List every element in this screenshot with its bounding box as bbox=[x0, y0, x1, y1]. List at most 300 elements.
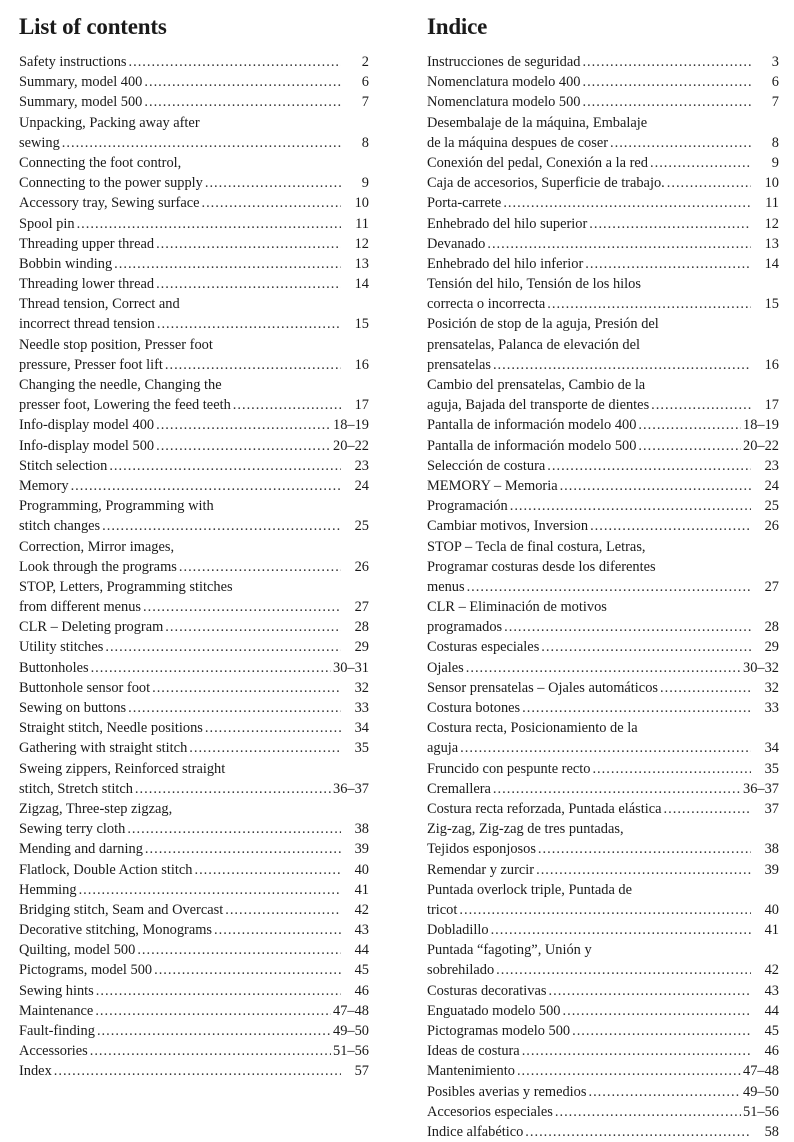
dot-leader bbox=[560, 476, 751, 496]
entry-title: aguja bbox=[427, 740, 459, 757]
entry-row bbox=[427, 658, 779, 678]
entry-row bbox=[19, 274, 369, 294]
page-number: 33 bbox=[354, 700, 369, 716]
page-number: 20–22 bbox=[743, 437, 779, 454]
dot-leader bbox=[549, 981, 752, 1001]
page-number: 34 bbox=[764, 740, 779, 757]
entry-title: Safety instructions bbox=[19, 54, 127, 70]
toc-entry bbox=[19, 880, 369, 900]
toc-entry bbox=[19, 274, 369, 294]
english-contents-column bbox=[19, 12, 369, 1082]
dot-leader bbox=[233, 395, 341, 415]
toc-entry bbox=[427, 375, 779, 415]
entry-title: Summary, model 500 bbox=[19, 94, 143, 111]
toc-entry bbox=[19, 92, 369, 112]
page-number: 45 bbox=[764, 1023, 779, 1039]
toc-entry bbox=[427, 193, 779, 213]
dot-leader bbox=[96, 981, 341, 1001]
entry-title: Quilting, model 500 bbox=[19, 942, 136, 959]
entry-title: Spool pin bbox=[19, 215, 75, 232]
toc-entry bbox=[427, 1001, 779, 1021]
entry-title: de la máquina despues de coser bbox=[427, 134, 609, 151]
page-number: 39 bbox=[764, 861, 779, 878]
page-number: 33 bbox=[764, 700, 779, 716]
entry-title-line: Costura recta, Posicionamiento de la bbox=[427, 720, 638, 737]
dot-leader bbox=[460, 738, 751, 758]
page-number: 42 bbox=[764, 962, 779, 979]
entry-title-line: STOP, Letters, Programming stitches bbox=[19, 578, 233, 595]
page-number: 24 bbox=[764, 477, 779, 494]
entry-title: Look through the programs bbox=[19, 558, 177, 575]
entry-title: Costura botones bbox=[427, 700, 521, 716]
page-number: 47–48 bbox=[743, 1063, 779, 1080]
entry-title: Cremallera bbox=[427, 780, 491, 797]
page-number: 58 bbox=[764, 1123, 779, 1140]
page-number: 37 bbox=[764, 800, 779, 817]
page-number: 51–56 bbox=[743, 1103, 779, 1120]
toc-entry bbox=[19, 759, 369, 799]
dot-leader bbox=[588, 1082, 741, 1102]
entry-row bbox=[19, 1001, 369, 1021]
page-number: 7 bbox=[361, 94, 369, 111]
dot-leader bbox=[493, 355, 751, 375]
toc-entry bbox=[19, 799, 369, 839]
entry-row bbox=[19, 920, 369, 940]
entry-title: Bridging stitch, Seam and Overcast bbox=[19, 901, 224, 918]
toc-entry bbox=[427, 759, 779, 779]
entry-row bbox=[19, 314, 369, 334]
entry-title: Instrucciones de seguridad bbox=[427, 54, 581, 70]
toc-entry bbox=[427, 113, 779, 153]
dot-leader bbox=[194, 860, 341, 880]
dot-leader bbox=[536, 860, 751, 880]
entry-title-line: Programar costuras desde los diferentes bbox=[427, 558, 656, 575]
entry-title-line: Correction, Mirror images, bbox=[19, 538, 175, 555]
toc-entry bbox=[427, 981, 779, 1001]
page-number: 51–56 bbox=[333, 1043, 369, 1060]
dot-leader bbox=[522, 698, 751, 718]
spanish-entry-list bbox=[427, 52, 779, 1142]
dot-leader bbox=[152, 678, 341, 698]
entry-row bbox=[19, 658, 369, 678]
toc-entry bbox=[19, 537, 369, 577]
page-number: 16 bbox=[764, 356, 779, 373]
toc-entry bbox=[19, 294, 369, 334]
entry-row bbox=[427, 294, 779, 314]
entry-row bbox=[19, 1041, 369, 1061]
entry-row bbox=[427, 193, 779, 213]
entry-title: Tejidos esponjosos bbox=[427, 841, 536, 858]
entry-title-line: Tensión del hilo, Tensión de los hilos bbox=[427, 276, 641, 293]
entry-row bbox=[427, 617, 779, 637]
page-number: 28 bbox=[764, 619, 779, 636]
entry-row bbox=[427, 779, 779, 799]
entry-row bbox=[427, 234, 779, 254]
toc-entry bbox=[427, 637, 779, 657]
page-number: 44 bbox=[354, 942, 369, 959]
toc-entry bbox=[19, 738, 369, 758]
entry-row bbox=[427, 1102, 779, 1122]
entry-row bbox=[19, 436, 369, 456]
entry-title: Nomenclatura modelo 400 bbox=[427, 74, 581, 91]
entry-title: programados bbox=[427, 619, 503, 636]
page-number: 29 bbox=[354, 639, 369, 656]
toc-entry bbox=[19, 72, 369, 92]
entry-row bbox=[427, 436, 779, 456]
dot-leader bbox=[582, 52, 751, 72]
toc-entry bbox=[19, 52, 369, 72]
entry-title-line: CLR – Eliminación de motivos bbox=[427, 599, 607, 616]
entry-title: Enguatado modelo 500 bbox=[427, 1002, 561, 1019]
entry-row bbox=[427, 577, 779, 597]
dot-leader bbox=[541, 637, 751, 657]
entry-title: sobrehilado bbox=[427, 962, 495, 979]
dot-leader bbox=[156, 274, 341, 294]
dot-leader bbox=[91, 658, 331, 678]
entry-title: stitch changes bbox=[19, 518, 101, 535]
entry-row bbox=[19, 698, 369, 718]
toc-entry bbox=[19, 860, 369, 880]
entry-title: Buttonhole sensor foot bbox=[19, 679, 151, 696]
page-number: 42 bbox=[354, 901, 369, 918]
dot-leader bbox=[154, 960, 341, 980]
entry-title: sewing bbox=[19, 134, 60, 151]
page-number: 7 bbox=[771, 94, 779, 111]
entry-title: Summary, model 400 bbox=[19, 74, 143, 91]
dot-leader bbox=[585, 254, 751, 274]
dot-leader bbox=[114, 254, 341, 274]
dot-leader bbox=[650, 153, 751, 173]
dot-leader bbox=[660, 678, 751, 698]
page-number: 10 bbox=[764, 175, 779, 192]
toc-entry bbox=[19, 375, 369, 415]
toc-entry bbox=[427, 234, 779, 254]
entry-row bbox=[427, 1001, 779, 1021]
page-number: 49–50 bbox=[743, 1083, 779, 1100]
entry-title: Sewing hints bbox=[19, 982, 94, 999]
entry-title: Fault-finding bbox=[19, 1023, 95, 1039]
entry-row bbox=[19, 597, 369, 617]
spanish-heading: Indice bbox=[427, 14, 488, 39]
page-number: 25 bbox=[764, 498, 779, 515]
entry-row bbox=[427, 456, 779, 476]
entry-row bbox=[19, 860, 369, 880]
entry-title: prensatelas bbox=[427, 356, 491, 373]
page-number: 41 bbox=[764, 922, 779, 939]
dot-leader bbox=[572, 1021, 751, 1041]
dot-leader bbox=[525, 1122, 751, 1142]
entry-row bbox=[19, 900, 369, 920]
dot-leader bbox=[496, 960, 751, 980]
dot-leader bbox=[156, 436, 331, 456]
dot-leader bbox=[90, 1041, 331, 1061]
page-number: 2 bbox=[361, 54, 369, 70]
entry-title: Devanado bbox=[427, 235, 486, 252]
toc-entry bbox=[427, 52, 779, 72]
entry-row bbox=[427, 960, 779, 980]
entry-title: Sewing terry cloth bbox=[19, 821, 126, 838]
entry-title-line: Needle stop position, Presser foot bbox=[19, 336, 213, 353]
entry-title: Ideas de costura bbox=[427, 1043, 520, 1060]
entry-title: Memory bbox=[19, 477, 69, 494]
toc-entry bbox=[427, 1041, 779, 1061]
entry-row bbox=[19, 355, 369, 375]
entry-title: Cambiar motivos, Inversion bbox=[427, 518, 589, 535]
entry-row bbox=[427, 900, 779, 920]
entry-title: Indice alfabético bbox=[427, 1123, 524, 1140]
entry-title: Flatlock, Double Action stitch bbox=[19, 861, 193, 878]
page-number: 8 bbox=[771, 134, 779, 151]
toc-entry bbox=[19, 254, 369, 274]
dot-leader bbox=[491, 920, 751, 940]
entry-title: Conexión del pedal, Conexión a la red bbox=[427, 154, 648, 171]
english-heading: List of contents bbox=[19, 14, 167, 39]
entry-title-line: Zig-zag, Zig-zag de tres puntadas, bbox=[427, 821, 624, 838]
page-number: 40 bbox=[764, 901, 779, 918]
entry-row bbox=[19, 456, 369, 476]
entry-title: Enhebrado del hilo inferior bbox=[427, 255, 584, 272]
page-number: 14 bbox=[764, 255, 779, 272]
toc-entry bbox=[19, 214, 369, 234]
toc-entry bbox=[427, 698, 779, 718]
entry-title: Connecting to the power supply bbox=[19, 175, 203, 192]
toc-entry bbox=[19, 1001, 369, 1021]
entry-row bbox=[19, 52, 369, 72]
entry-title-line: STOP – Tecla de final costura, Letras, bbox=[427, 538, 646, 555]
entry-title: Selección de costura bbox=[427, 457, 546, 474]
dot-leader bbox=[503, 193, 751, 213]
toc-entry bbox=[427, 819, 779, 859]
dot-leader bbox=[165, 617, 341, 637]
toc-entry bbox=[19, 456, 369, 476]
toc-entry bbox=[427, 476, 779, 496]
toc-entry bbox=[427, 940, 779, 980]
entry-row bbox=[427, 153, 779, 173]
page-number: 28 bbox=[354, 619, 369, 636]
entry-row bbox=[427, 173, 779, 193]
page-number: 27 bbox=[764, 578, 779, 595]
entry-title: Nomenclatura modelo 500 bbox=[427, 94, 581, 111]
toc-entry bbox=[19, 960, 369, 980]
entry-row bbox=[427, 516, 779, 536]
entry-title-line: prensatelas, Palanca de elevación del bbox=[427, 336, 640, 353]
dot-leader bbox=[582, 92, 751, 112]
entry-title: Straight stitch, Needle positions bbox=[19, 720, 203, 737]
dot-leader bbox=[143, 597, 341, 617]
entry-title: Fruncido con pespunte recto bbox=[427, 760, 591, 777]
entry-row bbox=[19, 637, 369, 657]
toc-entry bbox=[19, 335, 369, 375]
page-number: 3 bbox=[771, 54, 779, 70]
dot-leader bbox=[538, 839, 751, 859]
toc-entry bbox=[19, 577, 369, 617]
entry-row bbox=[19, 1061, 369, 1081]
entry-title: menus bbox=[427, 578, 465, 595]
page-number: 45 bbox=[354, 962, 369, 979]
entry-row bbox=[427, 920, 779, 940]
dot-leader bbox=[165, 355, 341, 375]
entry-title-line: Changing the needle, Changing the bbox=[19, 377, 222, 393]
dot-leader bbox=[667, 173, 751, 193]
dot-leader bbox=[135, 779, 331, 799]
toc-entry bbox=[19, 718, 369, 738]
toc-entry bbox=[427, 537, 779, 598]
entry-title: Hemming bbox=[19, 881, 77, 898]
toc-entry bbox=[427, 92, 779, 112]
dot-leader bbox=[517, 1061, 741, 1081]
entry-title: Remendar y zurcir bbox=[427, 861, 535, 878]
entry-title-line: Zigzag, Three-step zigzag, bbox=[19, 800, 173, 817]
toc-entry bbox=[427, 72, 779, 92]
dot-leader bbox=[582, 72, 751, 92]
entry-row bbox=[19, 516, 369, 536]
entry-title: Bobbin winding bbox=[19, 255, 113, 272]
entry-row bbox=[19, 395, 369, 415]
entry-row bbox=[19, 981, 369, 1001]
dot-leader bbox=[156, 234, 341, 254]
toc-entry bbox=[427, 456, 779, 476]
toc-entry bbox=[19, 617, 369, 637]
toc-entry bbox=[19, 658, 369, 678]
entry-title: Mantenimiento bbox=[427, 1063, 515, 1080]
toc-entry bbox=[427, 779, 779, 799]
dot-leader bbox=[459, 900, 751, 920]
entry-row bbox=[427, 1041, 779, 1061]
page-number: 18–19 bbox=[743, 417, 779, 434]
dot-leader bbox=[610, 133, 751, 153]
dot-leader bbox=[592, 759, 751, 779]
entry-title-line: Puntada overlock triple, Puntada de bbox=[427, 881, 633, 898]
page-number: 13 bbox=[354, 255, 369, 272]
entry-row bbox=[19, 819, 369, 839]
toc-entry bbox=[427, 597, 779, 637]
entry-row bbox=[19, 960, 369, 980]
page-number: 14 bbox=[354, 276, 369, 293]
dot-leader bbox=[109, 456, 341, 476]
toc-entry bbox=[427, 173, 779, 193]
page-number: 26 bbox=[354, 558, 369, 575]
entry-title: Accessories bbox=[19, 1043, 88, 1060]
dot-leader bbox=[504, 617, 751, 637]
entry-row bbox=[427, 415, 779, 435]
entry-title: tricot bbox=[427, 901, 458, 918]
entry-title-line: Connecting the foot control, bbox=[19, 154, 182, 171]
toc-entry bbox=[427, 254, 779, 274]
toc-entry bbox=[427, 1021, 779, 1041]
page-number: 25 bbox=[354, 518, 369, 535]
dot-leader bbox=[105, 637, 341, 657]
entry-row bbox=[427, 1061, 779, 1081]
page-number: 11 bbox=[765, 195, 779, 212]
page-number: 43 bbox=[764, 982, 779, 999]
entry-row bbox=[427, 476, 779, 496]
page-number: 35 bbox=[764, 760, 779, 777]
page-number: 43 bbox=[354, 922, 369, 939]
dot-leader bbox=[225, 900, 341, 920]
toc-entry bbox=[19, 698, 369, 718]
dot-leader bbox=[493, 779, 741, 799]
toc-entry bbox=[427, 153, 779, 173]
entry-title-line: Posición de stop de la aguja, Presión del bbox=[427, 316, 659, 333]
entry-row bbox=[19, 193, 369, 213]
page-number: 36–37 bbox=[333, 780, 369, 797]
toc-entry bbox=[427, 799, 779, 819]
page-number: 29 bbox=[764, 639, 779, 656]
page-number: 32 bbox=[764, 679, 779, 696]
page-number: 13 bbox=[764, 235, 779, 252]
entry-title: correcta o incorrecta bbox=[427, 296, 546, 313]
dot-leader bbox=[189, 738, 341, 758]
page-number: 30–32 bbox=[743, 659, 779, 676]
dot-leader bbox=[214, 920, 341, 940]
entry-row bbox=[427, 133, 779, 153]
entry-row bbox=[19, 738, 369, 758]
entry-title: Decorative stitching, Monograms bbox=[19, 922, 213, 939]
toc-entry bbox=[427, 860, 779, 880]
entry-title: Accessory tray, Sewing surface bbox=[19, 195, 200, 212]
dot-leader bbox=[590, 516, 751, 536]
entry-row bbox=[427, 92, 779, 112]
entry-row bbox=[427, 1021, 779, 1041]
entry-row bbox=[427, 72, 779, 92]
entry-title: Caja de accesorios, Superficie de trabajo. bbox=[427, 175, 665, 192]
entry-title: Stitch selection bbox=[19, 457, 108, 474]
entry-row bbox=[19, 173, 369, 193]
entry-title: Dobladillo bbox=[427, 922, 489, 939]
entry-title-line: Thread tension, Correct and bbox=[19, 296, 180, 313]
entry-title: Posibles averias y remedios bbox=[427, 1083, 587, 1100]
entry-title: MEMORY – Memoria bbox=[427, 477, 558, 494]
page-number: 46 bbox=[354, 982, 369, 999]
entry-row bbox=[19, 880, 369, 900]
english-entry-list bbox=[19, 52, 369, 1082]
dot-leader bbox=[179, 557, 341, 577]
toc-entry bbox=[19, 496, 369, 536]
entry-row bbox=[19, 718, 369, 738]
spanish-contents-column bbox=[427, 12, 779, 1142]
entry-row bbox=[19, 133, 369, 153]
dot-leader bbox=[205, 718, 341, 738]
entry-title: Porta-carrete bbox=[427, 195, 502, 212]
entry-row bbox=[19, 214, 369, 234]
entry-title-line: Desembalaje de la máquina, Embalaje bbox=[427, 114, 648, 131]
dot-leader bbox=[129, 52, 341, 72]
page-number: 34 bbox=[354, 720, 369, 737]
dot-leader bbox=[555, 1102, 741, 1122]
entry-row bbox=[19, 72, 369, 92]
entry-title-line: Cambio del prensatelas, Cambio de la bbox=[427, 377, 646, 393]
entry-row bbox=[427, 52, 779, 72]
dot-leader bbox=[589, 214, 751, 234]
page-number: 6 bbox=[361, 74, 369, 91]
page-number: 27 bbox=[354, 599, 369, 616]
toc-entry bbox=[19, 1041, 369, 1061]
entry-row bbox=[19, 839, 369, 859]
page-number: 17 bbox=[764, 397, 779, 414]
entry-title: CLR – Deleting program bbox=[19, 619, 164, 636]
toc-entry bbox=[427, 718, 779, 758]
page-number: 41 bbox=[354, 881, 369, 898]
entry-row bbox=[427, 981, 779, 1001]
page-number: 47–48 bbox=[333, 1002, 369, 1019]
entry-row bbox=[427, 254, 779, 274]
dot-leader bbox=[102, 516, 341, 536]
toc-entry bbox=[19, 234, 369, 254]
dot-leader bbox=[144, 92, 341, 112]
dot-leader bbox=[128, 698, 341, 718]
entry-row bbox=[427, 395, 779, 415]
dot-leader bbox=[77, 214, 341, 234]
